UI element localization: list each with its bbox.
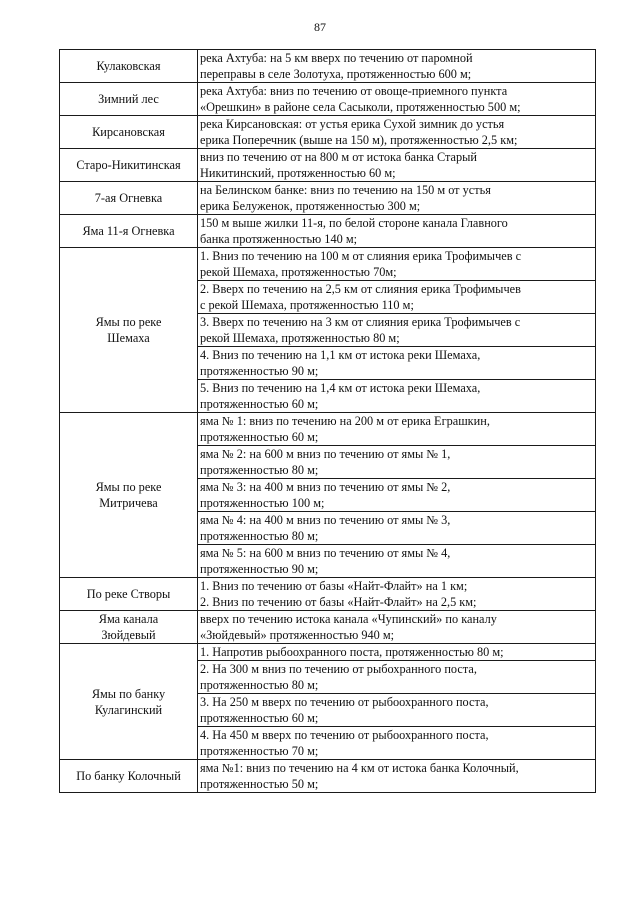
description-cell: [198, 760, 596, 793]
table-row: [60, 149, 596, 182]
location-name-cell: [60, 83, 198, 116]
location-description: 5. Вниз по течению на 1,4 км от истока реки Шемаха, протяженностью 60 м;: [200, 381, 481, 411]
location-name: Кирсановская: [92, 125, 165, 139]
location-description: яма № 3: на 400 м вниз по течению от ямы № 2, протяженностью 100 м;: [200, 480, 451, 510]
location-name-cell: [60, 413, 198, 578]
location-description: 150 м выше жилки 11-я, по белой стороне канала Главного банка протяженностью 140 м;: [200, 216, 508, 246]
location-name-cell: [60, 116, 198, 149]
location-description: яма № 1: вниз по течению на 200 м от ерика Еграшкин, протяженностью 60 м;: [200, 414, 490, 444]
table-row: [60, 83, 596, 116]
table-row: [60, 182, 596, 215]
location-name: Ямы по банку Кулагинский: [91, 686, 166, 717]
table-row: [60, 248, 596, 281]
location-description: 1. Вниз по течению от базы «Найт-Флайт» на 1 км; 2. Вниз по течению от базы «Найт-Флайт» на 2,5 км;: [200, 579, 477, 609]
location-name: Яма канала Зюйдевый: [98, 612, 159, 642]
location-name: Старо-Никитинская: [76, 158, 181, 172]
table-row: [60, 760, 596, 793]
location-name: Зимний лес: [98, 92, 159, 106]
location-description: яма № 5: на 600 м вниз по течению от ямы № 4, протяженностью 90 м;: [200, 546, 451, 576]
location-description: яма № 2: на 600 м вниз по течению от ямы № 1, протяженностью 80 м;: [200, 447, 451, 477]
location-name-cell: [60, 578, 198, 611]
description-cell: [198, 281, 596, 314]
location-description: река Ахтуба: на 5 км вверх по течению от паромной переправы в селе Золотуха, протяженностью 600 м;: [200, 51, 473, 81]
location-description: 2. На 300 м вниз по течению от рыбохранного поста, протяженностью 80 м;: [200, 662, 477, 692]
location-description: 3. Вверх по течению на 3 км от слияния ерика Трофимычев с рекой Шемаха, протяженностью 80 м;: [200, 315, 521, 345]
description-cell: [198, 83, 596, 116]
description-cell: [198, 479, 596, 512]
location-description: яма № 4: на 400 м вниз по течению от ямы № 3, протяженностью 80 м;: [200, 513, 451, 543]
location-description: яма №1: вниз по течению на 4 км от истока банка Колочный, протяженностью 50 м;: [200, 761, 519, 791]
location-name: По банку Колочный: [76, 769, 181, 783]
description-cell: [198, 611, 596, 644]
location-name-cell: [60, 50, 198, 83]
table-row: [60, 116, 596, 149]
location-name-cell: [60, 182, 198, 215]
fishing-pits-table: [59, 49, 596, 793]
description-cell: [198, 413, 596, 446]
location-description: река Кирсановская: от устья ерика Сухой зимник до устья ерика Поперечник (выше на 150 м), протяженностью 2,5 км;: [200, 117, 518, 147]
location-name: По реке Створы: [86, 587, 171, 601]
description-cell: [198, 116, 596, 149]
location-name-cell: [60, 215, 198, 248]
description-cell: [198, 446, 596, 479]
description-cell: [198, 578, 596, 611]
description-cell: [198, 50, 596, 83]
table-row: [60, 215, 596, 248]
location-description: на Белинском банке: вниз по течению на 150 м от устья ерика Белуженок, протяженностью 300 м;: [200, 183, 491, 213]
location-name: Ямы по реке Шемаха: [95, 315, 162, 345]
location-name-cell: [60, 248, 198, 413]
description-cell: [198, 644, 596, 661]
location-description: 1. Вниз по течению на 100 м от слияния ерика Трофимычев с рекой Шемаха, протяженностью 70м;: [200, 249, 522, 279]
location-name-cell: [60, 611, 198, 644]
location-name: Ямы по реке Митричева: [95, 480, 162, 510]
page-number: 87: [314, 20, 326, 34]
description-cell: [198, 512, 596, 545]
location-name: Кулаковская: [96, 59, 161, 73]
table-row: [60, 611, 596, 644]
table-row: [60, 644, 596, 661]
location-description: 2. Вверх по течению на 2,5 км от слияния ерика Трофимычев с рекой Шемаха, протяженностью 110 м;: [200, 282, 521, 312]
location-name-cell: [60, 760, 198, 793]
location-description: 3. На 250 м вверх по течению от рыбоохранного поста, протяженностью 60 м;: [200, 695, 489, 725]
location-name: Яма 11-я Огневка: [82, 224, 175, 238]
description-cell: [198, 694, 596, 727]
description-cell: [198, 380, 596, 413]
description-cell: [198, 314, 596, 347]
table-row: [60, 50, 596, 83]
description-cell: [198, 248, 596, 281]
table-body: [60, 50, 596, 793]
description-cell: [198, 347, 596, 380]
location-description: 1. Напротив рыбоохранного поста, протяженностью 80 м;: [200, 645, 504, 659]
description-cell: [198, 182, 596, 215]
description-cell: [198, 661, 596, 694]
location-description: 4. Вниз по течению на 1,1 км от истока реки Шемаха, протяженностью 90 м;: [200, 348, 481, 378]
location-name: 7-ая Огневка: [94, 191, 163, 205]
description-cell: [198, 215, 596, 248]
table-row: [60, 578, 596, 611]
location-name-cell: [60, 149, 198, 182]
location-description: 4. На 450 м вверх по течению от рыбоохранного поста, протяженностью 70 м;: [200, 728, 489, 758]
description-cell: [198, 149, 596, 182]
location-description: река Ахтуба: вниз по течению от овоще-приемного пункта «Орешкин» в районе села Сасыколи, протяженностью 500 м;: [200, 84, 521, 114]
location-description: вверх по течению истока канала «Чупинский» по каналу «Зюйдевый» протяженностью 940 м;: [200, 612, 497, 642]
table-row: [60, 413, 596, 446]
location-name-cell: [60, 644, 198, 760]
location-description: вниз по течению от на 800 м от истока банка Старый Никитинский, протяженностью 60 м;: [200, 150, 477, 180]
description-cell: [198, 727, 596, 760]
description-cell: [198, 545, 596, 578]
